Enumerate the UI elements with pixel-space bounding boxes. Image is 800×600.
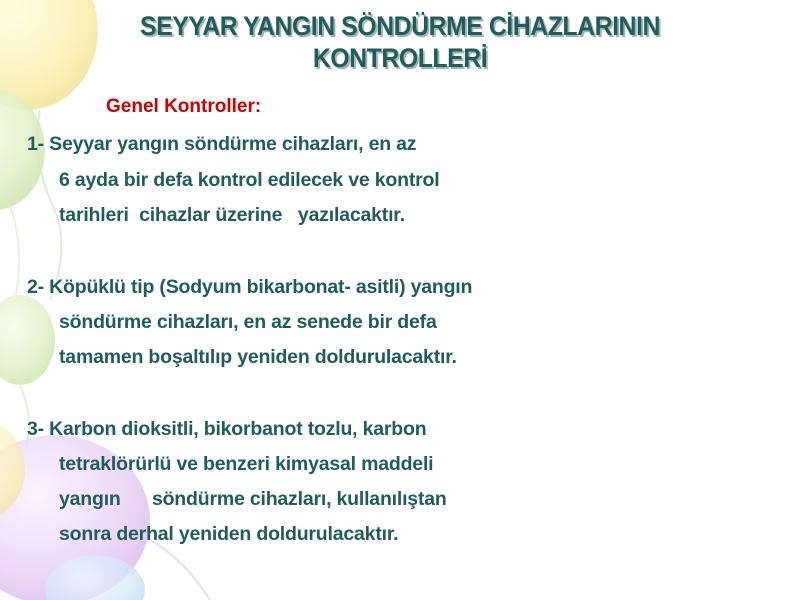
item-1-line-1: 1- Seyyar yangın söndürme cihazları, en az xyxy=(27,133,417,155)
item-3-line-2: tetraklörürlü ve benzeri kimyasal maddeli xyxy=(59,453,434,475)
item-3-line-4: sonra derhal yeniden doldurulacaktır. xyxy=(59,523,399,545)
item-1-line-2: 6 ayda bir defa kontrol edilecek ve kontrol xyxy=(59,169,440,191)
section-subtitle: Genel Kontroller: xyxy=(106,96,262,117)
item-2-line-3: tamamen boşaltılıp yeniden doldurulacaktır. xyxy=(59,346,457,368)
slide-title-line-2: KONTROLLERİ xyxy=(312,43,488,73)
item-2-line-1: 2- Köpüklü tip (Sodyum bikarbonat- asitli) yangın xyxy=(27,276,473,298)
item-1-line-3: tarihleri cihazlar üzerine yazılacaktır. xyxy=(59,204,405,226)
item-3-line-3: yangın söndürme cihazları, kullanılıştan xyxy=(59,488,447,510)
item-3-line-1: 3- Karbon dioksitli, bikorbanot tozlu, karbon xyxy=(27,418,427,440)
slide-title xyxy=(87,10,713,74)
item-2-line-2: söndürme cihazları, en az senede bir defa xyxy=(59,311,437,333)
slide-title-line-1: SEYYAR YANGIN SÖNDÜRME CİHAZLARININ xyxy=(140,11,660,41)
